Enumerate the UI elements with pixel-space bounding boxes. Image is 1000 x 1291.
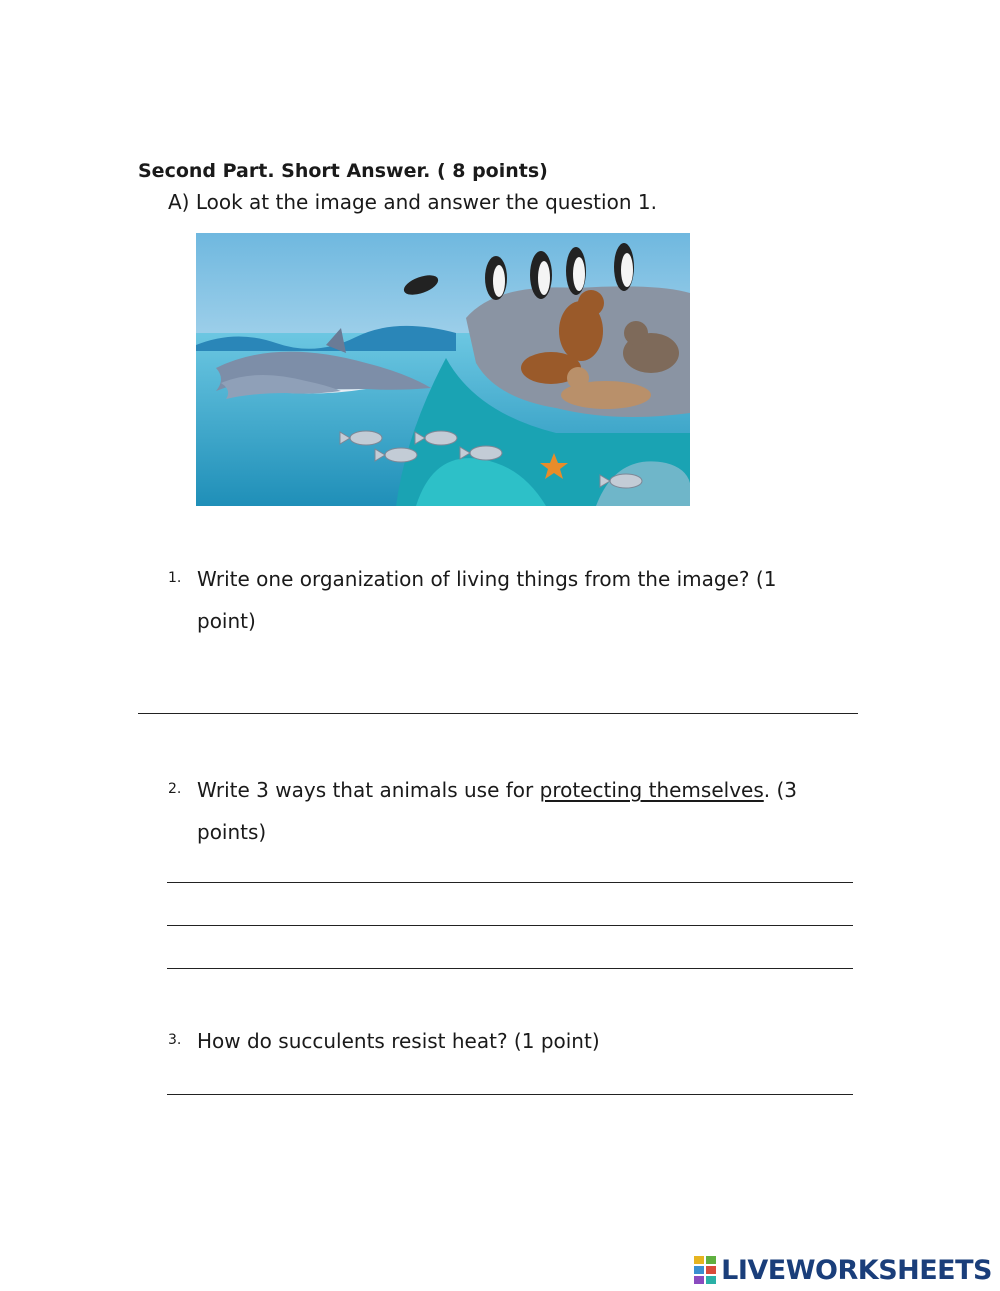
- question-1-text-cont: point): [197, 609, 256, 633]
- question-3-text: How do succulents resist heat? (1 point): [197, 1029, 600, 1053]
- answer-line-2c[interactable]: [167, 968, 853, 969]
- question-2-text-cont: points): [197, 820, 267, 844]
- logo-text: LIVEWORKSHEETS: [721, 1254, 992, 1286]
- answer-line-2b[interactable]: [167, 925, 853, 926]
- liveworksheets-logo: [694, 1253, 992, 1287]
- ocean-scene-image: [196, 233, 690, 506]
- question-3-number: 3.: [168, 1032, 182, 1048]
- logo-blocks-icon: [694, 1256, 718, 1284]
- underlined-phrase: protecting themselves: [539, 778, 764, 802]
- question-1-number: 1.: [168, 570, 182, 586]
- answer-line-3[interactable]: [167, 1094, 853, 1095]
- question-2-text: Write 3 ways that animals use for protecting themselves. (3: [197, 778, 798, 802]
- question-2-number: 2.: [168, 781, 182, 797]
- answer-line-1[interactable]: [138, 713, 858, 714]
- section-heading: Second Part. Short Answer. ( 8 points): [138, 160, 548, 182]
- question-1-text: Write one organization of living things from the image? (1: [197, 567, 777, 591]
- instruction: A) Look at the image and answer the question 1.: [168, 190, 657, 214]
- answer-line-2a[interactable]: [167, 882, 853, 883]
